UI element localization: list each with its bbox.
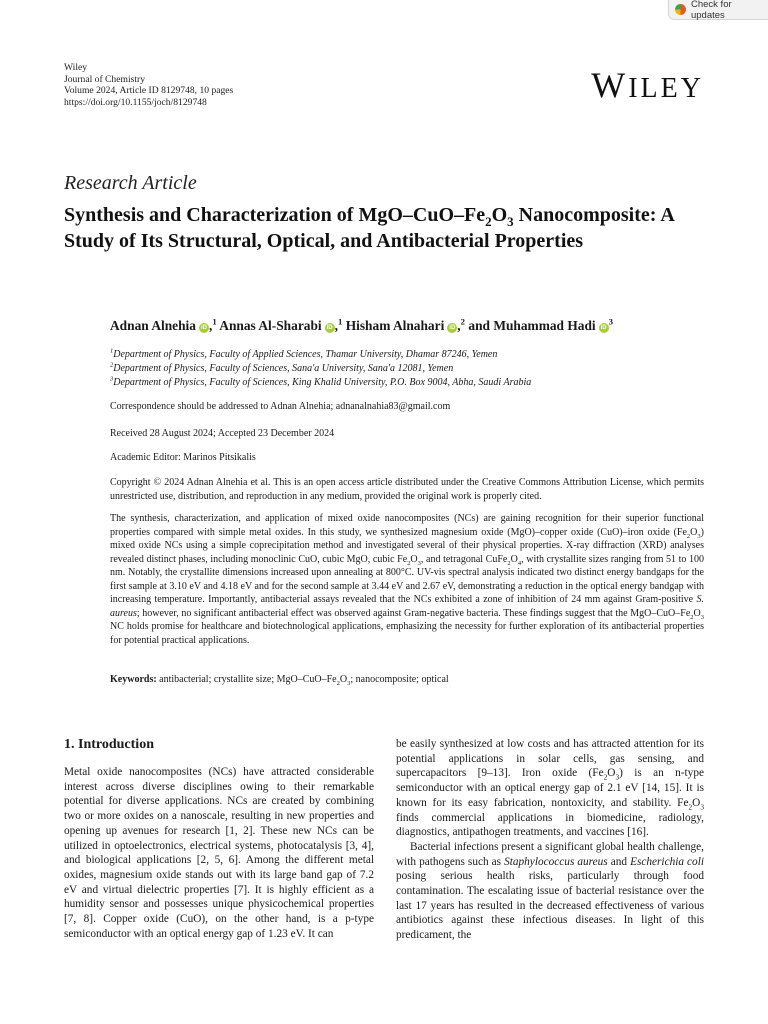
academic-editor: Academic Editor: Marinos Pitsikalis [110,452,256,463]
correspondence: Correspondence should be addressed to Adnan Alnehia; adnanalnahia83@gmail.com [110,401,451,412]
orcid-icon[interactable]: iD [449,325,456,331]
orcid-icon[interactable]: iD [326,325,333,331]
wiley-logo: WILEY [591,65,704,105]
doi-link[interactable]: https://doi.org/10.1155/joch/8129748 [64,96,207,108]
author-name[interactable]: Hisham Alnahari [345,318,445,333]
publisher-name: Wiley [64,62,88,73]
affiliation: $^1$Department of Physics, Faculty of Applied Sciences, Thamar University, Dhamar 87246, Yemen [110,347,498,360]
keywords: Keywords: antibacterial; crystallite size; MgO–$CuO-Fe_2O_3$; nanocomposite; optical [110,674,449,687]
copyright-notice: Copyright © 2024 Adnan Alnehia et al. This is an open access article distributed under the Creative Commons Attribution License, which permits unrestricted use, distribution, and reproduction in any medium, provided the original work is properly cited. [110,477,704,502]
received-accepted-dates: Received 28 August 2024; Accepted 23 December 2024 [110,428,335,439]
journal-name: Journal of Chemistry [64,73,146,85]
article-title: Synthesis and Characterization of MgO–$CuO-Fe_2O_3$ Nanocomposite: A Study of Its Structural, Optical, and Antibacterial Properties [64,204,674,252]
affiliations [110,348,531,390]
section-heading-introduction: 1. Introduction [64,737,154,752]
author-list: Adnan Alnehia iD ,$^1$ Annas Al-Sharabi iD ,$^1$ Hisham Alnahari iD ,$^2$ and Muhammad Hadi $iD^3$ [110,316,613,333]
author-name[interactable]: Annas Al-Sharabi [219,318,322,333]
author-name[interactable]: Muhammad Hadi [493,318,596,333]
article-type: Research Article [64,172,197,194]
author-name[interactable]: Adnan Alnehia [110,318,196,333]
body-column-right: be easily synthesized at low costs and has attracted attention for its potential applications in solar cells, gas sensing, and supercapacitors [9–13]. Iron oxide $(Fe_2O_3)$ is an n-type semiconductor with an optical energy gap of 2.1 eV [14, 15]. It is known for its easy fabrication, nontoxicity, and stability. $Fe_2O_3$ finds commercial applications in biomedicine, radiology, diagnostics, antipathogen treatments, and vaccines [16]. Bacterial infections present a significant global health challenge, with pathogens such as Staphylococcus aureus and Escherichia coli posing serious health risks, particularly through food contamination. The escalating issue of bacterial resistance over the last 17 years has resulted in the decreased effectiveness of various antibiotics against these infectious diseases. In light of this predicament, the [396,738,704,942]
volume-info: Volume 2024, Article ID 8129748, 10 pages [64,85,234,96]
affiliation: $^2$Department of Physics, Faculty of Sciences, Sana'a University, Sana'a 12081, Yemen [110,361,454,374]
crossmark-icon [675,4,686,15]
check-for-updates-label: Check for updates [690,0,732,21]
orcid-icon[interactable]: iD [200,325,207,331]
abstract: The synthesis, characterization, and application of mixed oxide nanocomposites (NCs) are gaining recognition for their superior functional properties compared with simple metal oxides. In this study, we synthesized magnesium oxide (MgO)–copper oxide (CuO)–iron oxide $(Fe_2O_3)$ mixed oxide NCs using a simple coprecipitation method and investigated several of their physical properties. X-ray diffraction (XRD) analyses revealed distinct phases, including monoclinic CuO, cubic MgO, cubic $Fe_2O_3$, and tetragonal $CuFe_2O_4$, with crystallite sizes ranging from 51 to 100 nm. Notably, the crystallite dimensions increased upon annealing at 800°C. UV-vis spectral analysis indicated two distinct energy bandgaps for the first sample at 3.10 eV and 4.18 eV and for the second sample at 3.44 eV and 2.67 eV, demonstrating a reduction in the optical energy bandgap with increasing temperature. Importantly, antibacterial assays revealed that the NCs exhibited a zone of inhibition of 24 mm against Gram-positive S. aureus; however, no significant antibacterial effect was observed against Gram-negative bacteria. These findings suggest that the MgO–$CuO-Fe_2O_3$ NC holds promise for healthcare and biotechnological applications, emphasizing the necessity for further exploration of its antibacterial properties for potential practical applications. [110,513,704,646]
orcid-icon[interactable]: iD [600,325,607,331]
body-column-left: Metal oxide nanocomposites (NCs) have attracted considerable interest across diverse disciplines owing to their remarkable potential for diverse applications. NCs are created by combining two or more oxides on a nanoscale, resulting in new properties and opening up avenues for research [1, 2]. These new NCs can be utilized in optoelectronics, electrical systems, photocatalysis [3, 4], and biological applications [2, 5, 6]. Among the different metal oxides, magnesium oxide stands out with its large band gap of 7.2 eV and virtual dielectric properties [7]. It is highly efficient as a humidity sensor and possesses unique physicochemical properties [7, 8]. Copper oxide (CuO), on the other hand, is a p-type semiconductor with an optical energy gap of 1.23 eV. It can [64,766,374,940]
affiliation: $^3$Department of Physics, Faculty of Sciences, King Khalid University, P.O. Box 9004, Abha, Saudi Arabia [110,375,532,388]
journal-meta [64,62,233,108]
check-for-updates-button[interactable] [668,0,768,20]
